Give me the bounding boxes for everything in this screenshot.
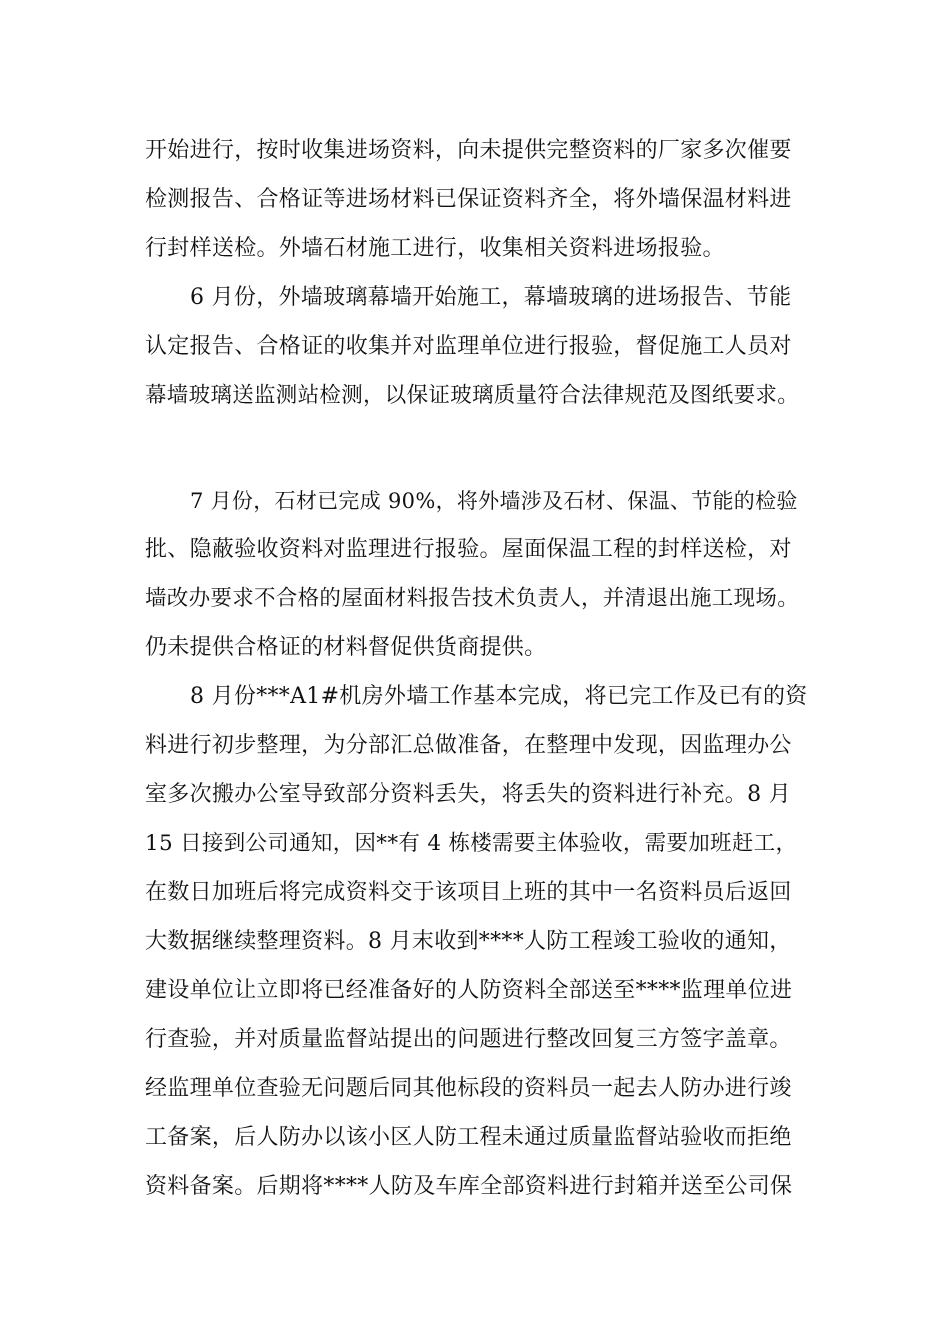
- body-text-line: 认定报告、合格证的收集并对监理单位进行报验，督促施工人员对: [145, 334, 792, 359]
- body-text-line: 行封样送检。外墙石材施工进行，收集相关资料进场报验。: [145, 236, 725, 261]
- body-text-line: 批、隐蔽验收资料对监理进行报验。屋面保温工程的封样送检，对: [145, 537, 792, 562]
- body-text-line: 开始进行，按时收集进场资料，向未提供完整资料的厂家多次催要: [145, 138, 792, 163]
- body-text-line: 料进行初步整理，为分部汇总做准备，在整理中发现，因监理办公: [145, 733, 792, 758]
- body-text-line: 7 月份，石材已完成 90%，将外墙涉及石材、保温、节能的检验: [190, 489, 798, 513]
- body-text-line: 行查验，并对质量监督站提出的问题进行整改回复三方签字盖章。: [145, 1027, 792, 1052]
- body-text-line: 检测报告、合格证等进场材料已保证资料齐全，将外墙保温材料进: [145, 187, 792, 212]
- body-text-line: 8 月份***A1#机房外墙工作基本完成，将已完工作及已有的资: [190, 684, 808, 709]
- body-text-line: 资料备案。后期将****人防及车库全部资料进行封箱并送至公司保: [145, 1174, 793, 1199]
- body-text-line: 幕墙玻璃送监测站检测，以保证玻璃质量符合法律规范及图纸要求。: [145, 383, 800, 408]
- body-text-line: 建设单位让立即将已经准备好的人防资料全部送至****监理单位进: [145, 978, 793, 1003]
- body-text-line: 工备案，后人防办以该小区人防工程未通过质量监督站验收而拒绝: [145, 1125, 792, 1150]
- body-text-line: 6 月份，外墙玻璃幕墙开始施工，幕墙玻璃的进场报告、节能: [190, 285, 792, 310]
- body-text-line: 大数据继续整理资料。8 月末收到****人防工程竣工验收的通知，: [145, 929, 792, 954]
- body-text-line: 室多次搬办公室导致部分资料丢失，将丢失的资料进行补充。8 月: [145, 782, 791, 807]
- body-text-line: 15 日接到公司通知，因**有 4 栋楼需要主体验收，需要加班赶工，: [145, 831, 798, 856]
- body-text-line: 在数日加班后将完成资料交于该项目上班的其中一名资料员后返回: [145, 880, 792, 905]
- body-text-line: 墙改办要求不合格的屋面材料报告技术负责人，并清退出施工现场。: [145, 586, 800, 611]
- body-text-line: 经监理单位查验无问题后同其他标段的资料员一起去人防办进行竣: [145, 1076, 792, 1101]
- body-text-line: 仍未提供合格证的材料督促供货商提供。: [145, 635, 547, 660]
